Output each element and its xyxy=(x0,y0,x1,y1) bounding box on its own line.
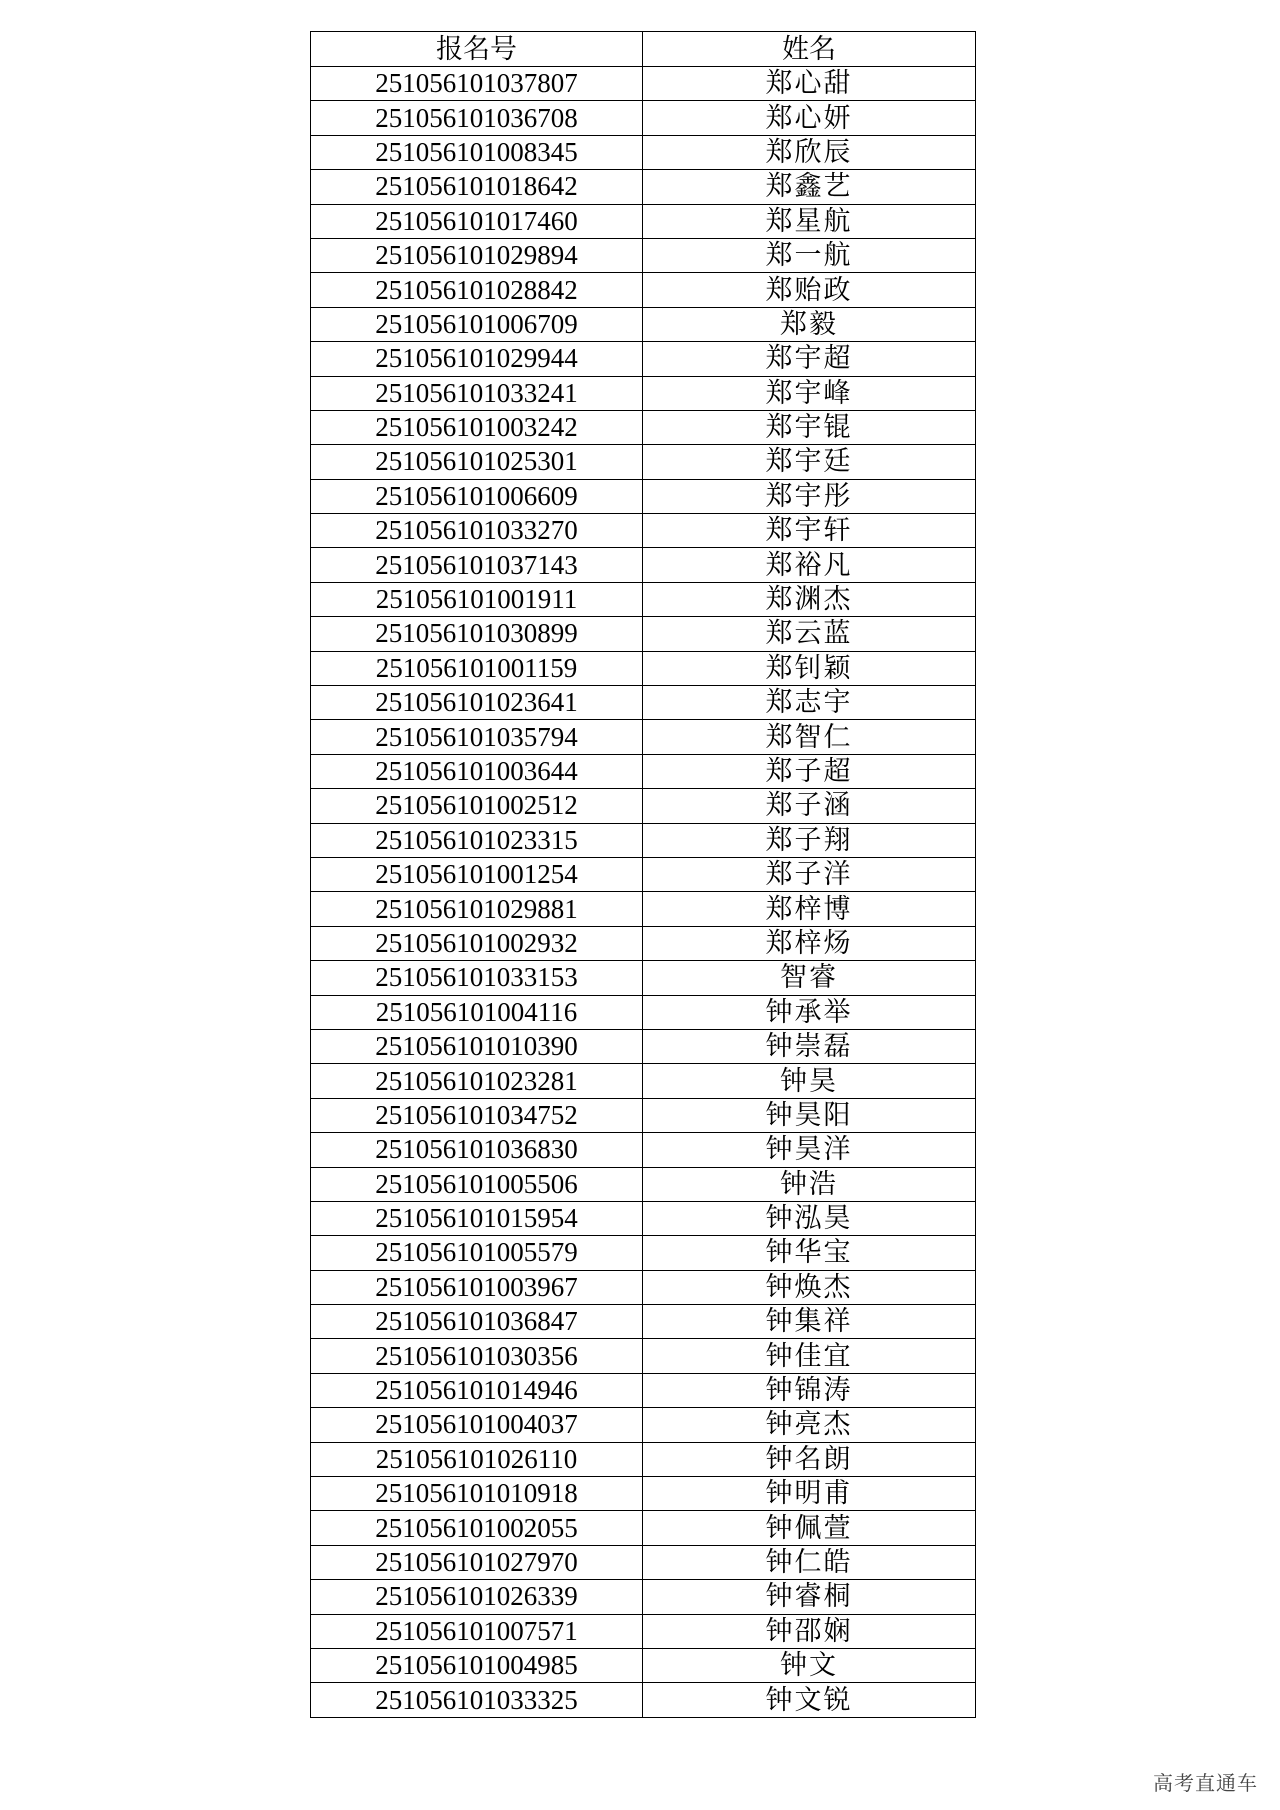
registration-number-cell: 251056101010918 xyxy=(311,1477,643,1511)
name-cell: 郑子洋 xyxy=(643,857,976,891)
registration-number-cell: 251056101033153 xyxy=(311,961,643,995)
table-row xyxy=(311,1580,976,1614)
registration-number-cell: 251056101036830 xyxy=(311,1133,643,1167)
table-row xyxy=(311,857,976,891)
registration-number-cell: 251056101001159 xyxy=(311,651,643,685)
table-row xyxy=(311,1511,976,1545)
name-cell: 郑欣辰 xyxy=(643,135,976,169)
registration-number-cell: 251056101037807 xyxy=(311,67,643,101)
name-cell: 郑宇彤 xyxy=(643,479,976,513)
table-row xyxy=(311,1201,976,1235)
registration-number-cell: 251056101003242 xyxy=(311,410,643,444)
table-row xyxy=(311,961,976,995)
name-cell: 郑宇轩 xyxy=(643,514,976,548)
registration-number-cell: 251056101004985 xyxy=(311,1648,643,1682)
registration-number-cell: 251056101026110 xyxy=(311,1442,643,1476)
registration-number-cell: 251056101030899 xyxy=(311,617,643,651)
registration-number-cell: 251056101003967 xyxy=(311,1270,643,1304)
name-cell: 郑贻政 xyxy=(643,273,976,307)
table-row xyxy=(311,651,976,685)
name-cell: 郑智仁 xyxy=(643,720,976,754)
table-row xyxy=(311,170,976,204)
header-registration-number: 报名号 xyxy=(311,32,643,67)
table-row xyxy=(311,720,976,754)
registration-number-cell: 251056101023315 xyxy=(311,823,643,857)
name-cell: 钟昊阳 xyxy=(643,1098,976,1132)
table-row xyxy=(311,238,976,272)
table-row xyxy=(311,273,976,307)
name-cell: 郑星航 xyxy=(643,204,976,238)
registration-number-cell: 251056101001254 xyxy=(311,857,643,891)
name-cell: 郑鑫艺 xyxy=(643,170,976,204)
name-cell: 郑梓炀 xyxy=(643,926,976,960)
table-row xyxy=(311,101,976,135)
name-cell: 郑梓博 xyxy=(643,892,976,926)
name-cell: 钟文 xyxy=(643,1648,976,1682)
name-cell: 郑一航 xyxy=(643,238,976,272)
registration-number-cell: 251056101004037 xyxy=(311,1408,643,1442)
table-row xyxy=(311,789,976,823)
table-row xyxy=(311,1305,976,1339)
registration-number-cell: 251056101015954 xyxy=(311,1201,643,1235)
name-cell: 钟崇磊 xyxy=(643,1029,976,1063)
name-cell: 郑宇廷 xyxy=(643,445,976,479)
table-row xyxy=(311,1133,976,1167)
name-cell: 钟文锐 xyxy=(643,1683,976,1717)
registration-number-cell: 251056101005506 xyxy=(311,1167,643,1201)
name-cell: 郑心妍 xyxy=(643,101,976,135)
table-row xyxy=(311,1683,976,1717)
table-header-row xyxy=(311,32,976,67)
name-cell: 钟承举 xyxy=(643,995,976,1029)
name-cell: 钟昊洋 xyxy=(643,1133,976,1167)
registration-number-cell: 251056101023641 xyxy=(311,686,643,720)
registration-number-cell: 251056101017460 xyxy=(311,204,643,238)
registration-number-cell: 251056101010390 xyxy=(311,1029,643,1063)
name-cell: 郑渊杰 xyxy=(643,582,976,616)
name-cell: 郑子涵 xyxy=(643,789,976,823)
registration-number-cell: 251056101026339 xyxy=(311,1580,643,1614)
registration-number-cell: 251056101033325 xyxy=(311,1683,643,1717)
name-cell: 郑子超 xyxy=(643,754,976,788)
table-row xyxy=(311,1545,976,1579)
table-row xyxy=(311,823,976,857)
registration-number-cell: 251056101005579 xyxy=(311,1236,643,1270)
registration-table xyxy=(310,31,976,1718)
table-row xyxy=(311,342,976,376)
table-row xyxy=(311,1408,976,1442)
table-row xyxy=(311,1339,976,1373)
table-row xyxy=(311,995,976,1029)
name-cell: 郑宇锟 xyxy=(643,410,976,444)
name-cell: 郑志宇 xyxy=(643,686,976,720)
registration-number-cell: 251056101037143 xyxy=(311,548,643,582)
name-cell: 郑子翔 xyxy=(643,823,976,857)
name-cell: 钟亮杰 xyxy=(643,1408,976,1442)
registration-number-cell: 251056101034752 xyxy=(311,1098,643,1132)
name-cell: 钟锦涛 xyxy=(643,1373,976,1407)
name-cell: 钟集祥 xyxy=(643,1305,976,1339)
registration-number-cell: 251056101028842 xyxy=(311,273,643,307)
registration-number-cell: 251056101006709 xyxy=(311,307,643,341)
registration-number-cell: 251056101036708 xyxy=(311,101,643,135)
table-row xyxy=(311,1477,976,1511)
table-row xyxy=(311,1614,976,1648)
name-cell: 钟明甫 xyxy=(643,1477,976,1511)
table-row xyxy=(311,617,976,651)
registration-number-cell: 251056101033270 xyxy=(311,514,643,548)
registration-number-cell: 251056101002055 xyxy=(311,1511,643,1545)
registration-number-cell: 251056101004116 xyxy=(311,995,643,1029)
registration-number-cell: 251056101023281 xyxy=(311,1064,643,1098)
name-cell: 钟浩 xyxy=(643,1167,976,1201)
name-cell: 郑毅 xyxy=(643,307,976,341)
name-cell: 郑心甜 xyxy=(643,67,976,101)
registration-number-cell: 251056101002932 xyxy=(311,926,643,960)
name-cell: 钟泓昊 xyxy=(643,1201,976,1235)
registration-number-cell: 251056101006609 xyxy=(311,479,643,513)
table-row xyxy=(311,1442,976,1476)
name-cell: 钟邵娴 xyxy=(643,1614,976,1648)
registration-number-cell: 251056101029894 xyxy=(311,238,643,272)
name-cell: 郑裕凡 xyxy=(643,548,976,582)
table-row xyxy=(311,479,976,513)
registration-number-cell: 251056101003644 xyxy=(311,754,643,788)
name-cell: 钟名朗 xyxy=(643,1442,976,1476)
table-row xyxy=(311,548,976,582)
table-row xyxy=(311,892,976,926)
table-row xyxy=(311,376,976,410)
table-row xyxy=(311,514,976,548)
name-cell: 钟焕杰 xyxy=(643,1270,976,1304)
watermark: 高考直通车 xyxy=(1153,1771,1258,1795)
registration-number-cell: 251056101035794 xyxy=(311,720,643,754)
name-cell: 钟华宝 xyxy=(643,1236,976,1270)
registration-number-cell: 251056101029881 xyxy=(311,892,643,926)
registration-number-cell: 251056101018642 xyxy=(311,170,643,204)
registration-number-cell: 251056101030356 xyxy=(311,1339,643,1373)
registration-number-cell: 251056101002512 xyxy=(311,789,643,823)
registration-number-cell: 251056101027970 xyxy=(311,1545,643,1579)
table-row xyxy=(311,307,976,341)
table-row xyxy=(311,135,976,169)
table-row xyxy=(311,1236,976,1270)
registration-number-cell: 251056101001911 xyxy=(311,582,643,616)
name-cell: 钟佳宜 xyxy=(643,1339,976,1373)
name-cell: 钟仁皓 xyxy=(643,1545,976,1579)
name-cell: 钟昊 xyxy=(643,1064,976,1098)
table-row xyxy=(311,582,976,616)
registration-number-cell: 251056101014946 xyxy=(311,1373,643,1407)
table-body xyxy=(311,67,976,1718)
table-row xyxy=(311,1029,976,1063)
registration-number-cell: 251056101025301 xyxy=(311,445,643,479)
table-row xyxy=(311,686,976,720)
table-row xyxy=(311,1648,976,1682)
table-row xyxy=(311,1373,976,1407)
table-row xyxy=(311,67,976,101)
name-cell: 智睿 xyxy=(643,961,976,995)
name-cell: 郑钊颖 xyxy=(643,651,976,685)
name-cell: 钟佩萱 xyxy=(643,1511,976,1545)
name-cell: 郑宇峰 xyxy=(643,376,976,410)
name-cell: 钟睿桐 xyxy=(643,1580,976,1614)
table-row xyxy=(311,1098,976,1132)
table-row xyxy=(311,204,976,238)
table-row xyxy=(311,1064,976,1098)
header-name: 姓名 xyxy=(643,32,976,67)
table-row xyxy=(311,926,976,960)
registration-number-cell: 251056101033241 xyxy=(311,376,643,410)
registration-number-cell: 251056101029944 xyxy=(311,342,643,376)
name-cell: 郑宇超 xyxy=(643,342,976,376)
table-row xyxy=(311,445,976,479)
registration-number-cell: 251056101007571 xyxy=(311,1614,643,1648)
table-row xyxy=(311,410,976,444)
table-row xyxy=(311,1167,976,1201)
name-cell: 郑云蓝 xyxy=(643,617,976,651)
registration-number-cell: 251056101008345 xyxy=(311,135,643,169)
registration-number-cell: 251056101036847 xyxy=(311,1305,643,1339)
table-row xyxy=(311,754,976,788)
table-row xyxy=(311,1270,976,1304)
